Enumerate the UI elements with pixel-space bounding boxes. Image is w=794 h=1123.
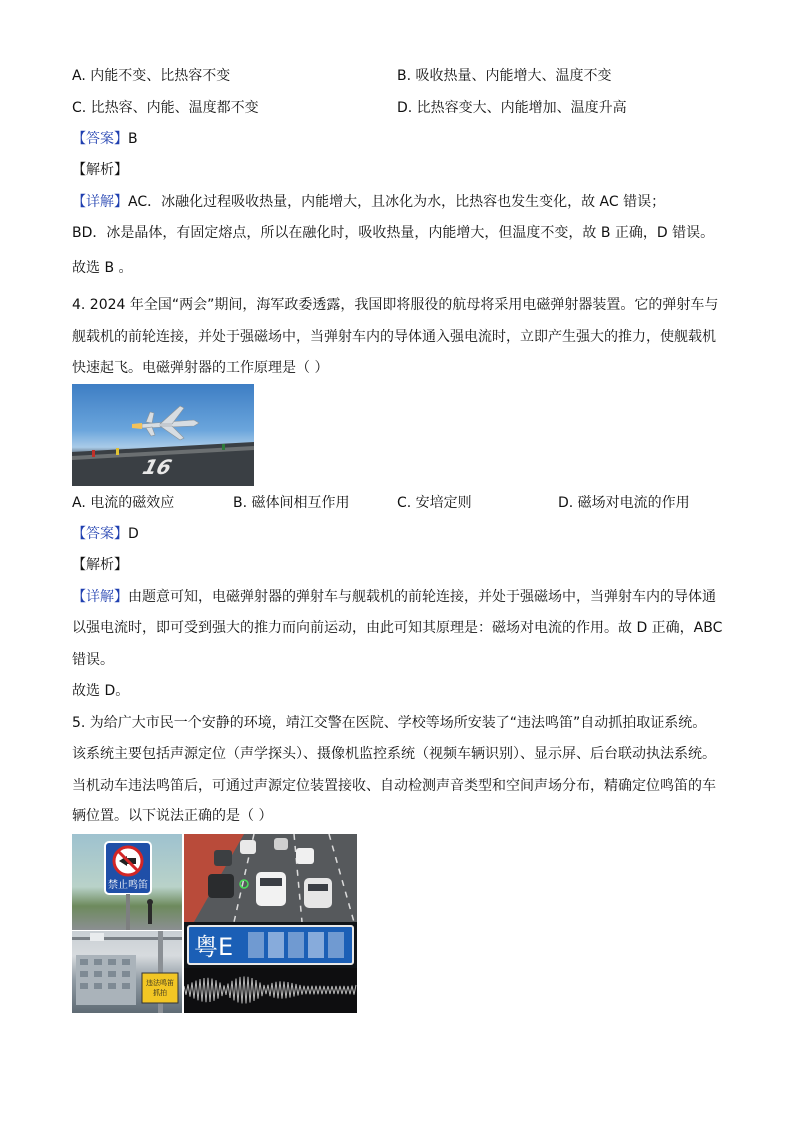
q4-stem-line-3: 快速起飞。电磁弹射器的工作原理是（ ） bbox=[72, 360, 329, 376]
traffic-camera-photo bbox=[184, 834, 357, 922]
q3-option-c: C. 比热容、内能、温度都不变 bbox=[72, 100, 259, 116]
q5-stem-line-3: 当机动车违法鸣笛后，可通过声源定位装置接收、自动检测声音类型和空间声场分布，精确定位鸣笛的车 bbox=[72, 778, 716, 794]
carrier-jet-photo bbox=[72, 384, 254, 486]
q3-detail-line-2: BD．冰是晶体，有固定熔点，所以在融化时，吸收热量，内能增大，但温度不变，故 B 正确，D 错误。 bbox=[72, 225, 715, 241]
answer-value: B bbox=[128, 131, 138, 147]
license-plate-photo bbox=[184, 922, 357, 968]
q5-stem-line-1: 5. 为给广大市民一个安静的环境，靖江交警在医院、学校等场所安装了“违法鸣笛”自动抓拍取证系统。 bbox=[72, 715, 707, 731]
board-text-1: 违法鸣笛 bbox=[146, 979, 174, 987]
plate-blur bbox=[248, 932, 344, 958]
q4-detail-line-1 bbox=[72, 587, 716, 607]
detail-text: AC．冰融化过程吸收热量，内能增大，且冰化为水，比热容也发生变化，故 AC 错误； bbox=[128, 194, 666, 210]
q4-analysis-label: 【解析】 bbox=[72, 557, 128, 573]
q4-detail-line-3: 错误。 bbox=[72, 652, 114, 668]
q3-answer-line bbox=[72, 129, 138, 149]
answer-value: D bbox=[128, 526, 139, 542]
q4-conclusion: 故选 D。 bbox=[72, 683, 130, 699]
q3-analysis-label: 【解析】 bbox=[72, 162, 128, 178]
no-honking-sign-photo bbox=[72, 834, 182, 930]
q3-detail-line-1 bbox=[72, 192, 665, 212]
sound-waveform bbox=[184, 968, 357, 1013]
violation-board bbox=[142, 973, 178, 1003]
q3-option-b: B. 吸收热量、内能增大、温度不变 bbox=[397, 68, 612, 84]
q3-conclusion: 故选 B 。 bbox=[72, 260, 133, 276]
detail-text: 由题意可知，电磁弹射器的弹射车与舰载机的前轮连接，并处于强磁场中，当弹射车内的导体通 bbox=[128, 589, 716, 605]
detail-label: 【详解】 bbox=[72, 589, 128, 605]
q4-option-a: A. 电流的磁效应 bbox=[72, 495, 175, 511]
q4-option-d: D. 磁场对电流的作用 bbox=[558, 495, 690, 511]
q5-stem-line-4: 辆位置。以下说法正确的是（ ） bbox=[72, 808, 273, 824]
camera-icon bbox=[90, 933, 104, 941]
q4-option-c: C. 安培定则 bbox=[397, 495, 472, 511]
sign-text: 禁止鸣笛 bbox=[108, 880, 148, 891]
waveform-line bbox=[184, 976, 356, 1003]
camera-pole-photo bbox=[72, 931, 182, 1013]
q4-stem-line-1: 4. 2024 年全国“两会”期间，海军政委透露，我国即将服役的航母将采用电磁弹射器装置。它的弹射车与 bbox=[72, 297, 719, 313]
board-text-2: 抓拍 bbox=[153, 989, 167, 997]
detail-label: 【详解】 bbox=[72, 194, 128, 210]
q4-stem-line-2: 舰载机的前轮连接，并处于强磁场中，当弹射车内的导体通入强电流时，立即产生强大的推力，使舰载机 bbox=[72, 329, 716, 345]
q4-option-b: B. 磁体间相互作用 bbox=[233, 495, 350, 511]
q3-option-d: D. 比热容变大、内能增加、温度升高 bbox=[397, 100, 627, 116]
q4-answer-line bbox=[72, 524, 139, 544]
q4-detail-line-2: 以强电流时，即可受到强大的推力而向前运动，由此可知其原理是：磁场对电流的作用。故 D 正确，ABC bbox=[72, 620, 723, 636]
deck-number: 16 bbox=[137, 455, 177, 479]
jet-illustration bbox=[72, 384, 254, 486]
q3-option-a: A. 内能不变、比热容不变 bbox=[72, 68, 231, 84]
answer-label: 【答案】 bbox=[72, 131, 128, 147]
plate-text: 粤E bbox=[194, 933, 234, 961]
answer-label: 【答案】 bbox=[72, 526, 128, 542]
q5-stem-line-2: 该系统主要包括声源定位（声学探头）、摄像机监控系统（视频车辆识别）、显示屏、后台联动执法系统。 bbox=[72, 746, 716, 762]
